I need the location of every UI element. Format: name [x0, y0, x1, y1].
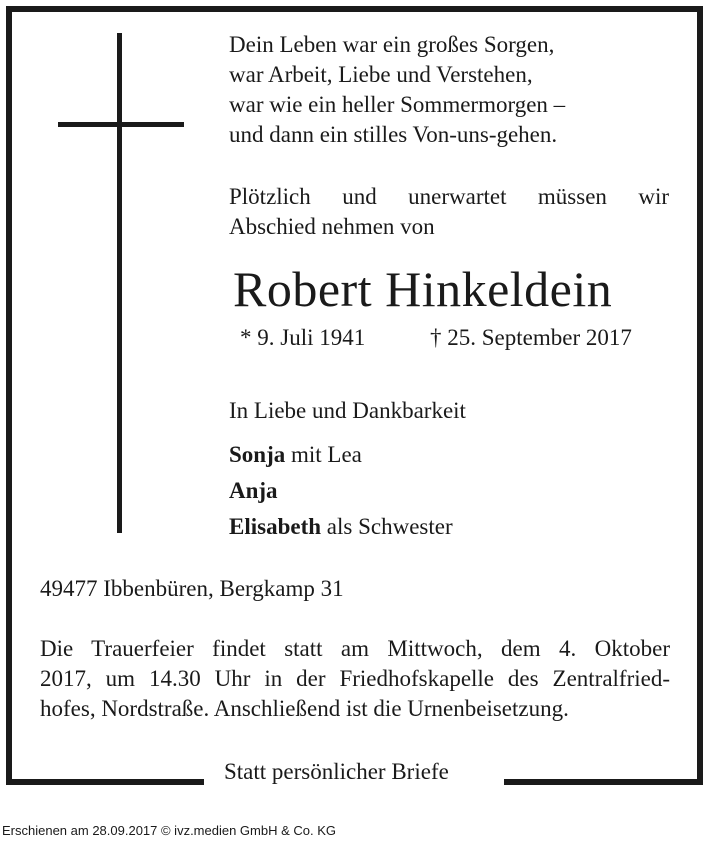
- mourners-intro: In Liebe und Dankbarkeit: [229, 398, 466, 423]
- ceremony-text: [40, 634, 670, 724]
- mourner-suffix: als Schwester: [326, 514, 453, 539]
- mourner-suffix: mit Lea: [291, 442, 362, 467]
- address: 49477 Ibbenbüren, Bergkamp 31: [40, 576, 344, 601]
- intro-line: Plötzlich und unerwartet müssen wir: [229, 184, 669, 209]
- mourner-name: Sonja: [229, 442, 286, 467]
- closing-note: Statt persönlicher Briefe: [224, 759, 449, 784]
- poem-line: war Arbeit, Liebe und Verstehen,: [229, 62, 533, 87]
- deceased-name: Robert Hinkeldein: [233, 261, 613, 317]
- poem-line: Dein Leben war ein großes Sorgen,: [229, 32, 555, 57]
- frame-right-border: [697, 6, 703, 785]
- birth-date: * 9. Juli 1941: [240, 325, 366, 350]
- frame-top-border: [6, 6, 703, 12]
- ceremony-line: Die Trauerfeier findet statt am Mittwoch, dem 4. Oktober: [40, 636, 670, 661]
- cross-horizontal-bar: [58, 122, 184, 127]
- mourner-entry: [229, 440, 362, 470]
- cross-vertical-bar: [117, 33, 122, 533]
- intro-text: [229, 182, 669, 242]
- publication-footer: Erschienen am 28.09.2017 © ivz.medien GmbH & Co. KG: [2, 823, 337, 838]
- poem-line: war wie ein heller Sommermorgen –: [229, 92, 566, 117]
- death-date: † 25. September 2017: [430, 325, 632, 350]
- ceremony-line: hofes, Nordstraße. Anschließend ist die Urnenbeisetzung.: [40, 696, 569, 721]
- frame-left-border: [6, 6, 12, 785]
- intro-line: Abschied nehmen von: [229, 214, 435, 239]
- mourner-entry: [229, 512, 453, 542]
- mourner-entry: [229, 476, 278, 506]
- mourner-name: Elisabeth: [229, 514, 322, 539]
- poem-line: und dann ein stilles Von-uns-gehen.: [229, 122, 558, 147]
- frame-bottom-left-border: [6, 779, 204, 785]
- ceremony-line: 2017, um 14.30 Uhr in der Friedhofskapelle des Zentralfried-: [40, 666, 670, 691]
- frame-bottom-right-border: [504, 779, 703, 785]
- mourner-name: Anja: [229, 478, 278, 503]
- poem: [229, 30, 565, 150]
